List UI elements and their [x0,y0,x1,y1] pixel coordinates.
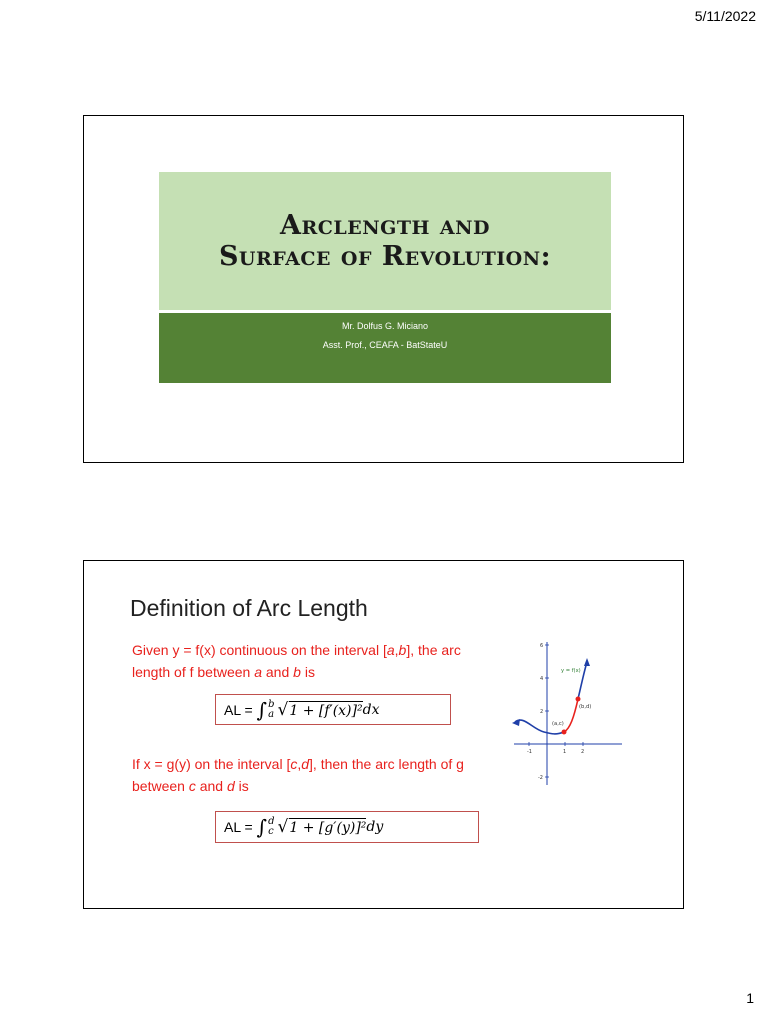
text-run: and [262,664,294,680]
text-run: ], then the arc length of g between [132,756,464,794]
formula-prefix: AL = [224,701,253,718]
radicand: 1 + [f′(x)]² [289,702,363,719]
lower-limit: c [268,826,274,837]
integral-limits [268,817,274,837]
var-b: b [398,642,407,658]
formula-math [257,815,384,839]
author-band [159,313,611,383]
arc-segment [564,699,578,732]
x-tick-label: 1 [563,749,567,755]
upper-limit: b [268,698,275,710]
var-d: d [226,778,235,794]
title-slide [83,115,684,463]
var-b: b [293,664,301,680]
arc-length-graph [512,637,624,787]
integral-sign: ∫ [256,815,268,839]
page-number: 1 [746,990,754,1006]
formula-math [257,698,380,722]
integral-sign: ∫ [256,697,268,722]
var-c: c [188,778,196,794]
definition-paragraph-2 [132,753,502,797]
point-a-label: (a,c) [552,721,564,727]
definition-paragraph-1 [132,639,502,683]
var-c: c [290,756,298,772]
text-run: is [234,778,249,794]
arrow-left-icon [512,719,520,726]
title-line-2: Surface of Revolution: [218,241,552,272]
y-tick-label: 4 [540,676,544,682]
curve-label: y = f(x) [561,668,581,674]
slide-heading: Definition of Arc Length [130,595,368,621]
arc-length-formula-x [215,694,451,725]
slide-title [219,210,551,272]
point-a [562,730,567,735]
sqrt-icon: √ [277,699,289,720]
point-b [576,697,581,702]
title-band [159,172,611,310]
x-tick-label: 2 [581,749,585,755]
point-b-label: (b,d) [579,704,592,710]
var-a: a [386,642,395,658]
header-date: 5/11/2022 [694,8,756,24]
text-run: and [195,778,227,794]
sqrt-icon: √ [277,817,289,837]
author-position: Asst. Prof., CEAFA - BatStateU [322,340,448,350]
text-run: , [297,756,302,772]
differential: dy [366,819,384,835]
arc-length-formula-y [215,811,479,843]
title-line-1: Arclength and [280,210,490,241]
arrow-up-icon [584,658,590,666]
text-run: is [300,664,315,680]
upper-limit: d [268,816,275,827]
y-tick-label: 6 [540,643,544,649]
y-tick-label: 2 [540,709,544,715]
formula-prefix: AL = [224,819,253,835]
y-tick-label: -2 [538,775,543,781]
integral-limits [268,700,274,720]
lower-limit: a [268,708,275,720]
differential: dx [362,701,380,718]
var-d: d [301,756,310,772]
text-run: Given y = f(x) continuous on the interval [ [132,642,387,658]
var-a: a [254,664,262,680]
text-run: ], the arc length of f between [132,642,461,680]
author-name: Mr. Dolfus G. Miciano [341,321,429,331]
x-tick-label: -1 [527,749,532,755]
text-run: If x = g(y) on the interval [ [132,756,291,772]
definition-slide [83,560,684,909]
text-run: , [394,642,399,658]
radicand: 1 + [g′(y)]² [289,820,367,836]
